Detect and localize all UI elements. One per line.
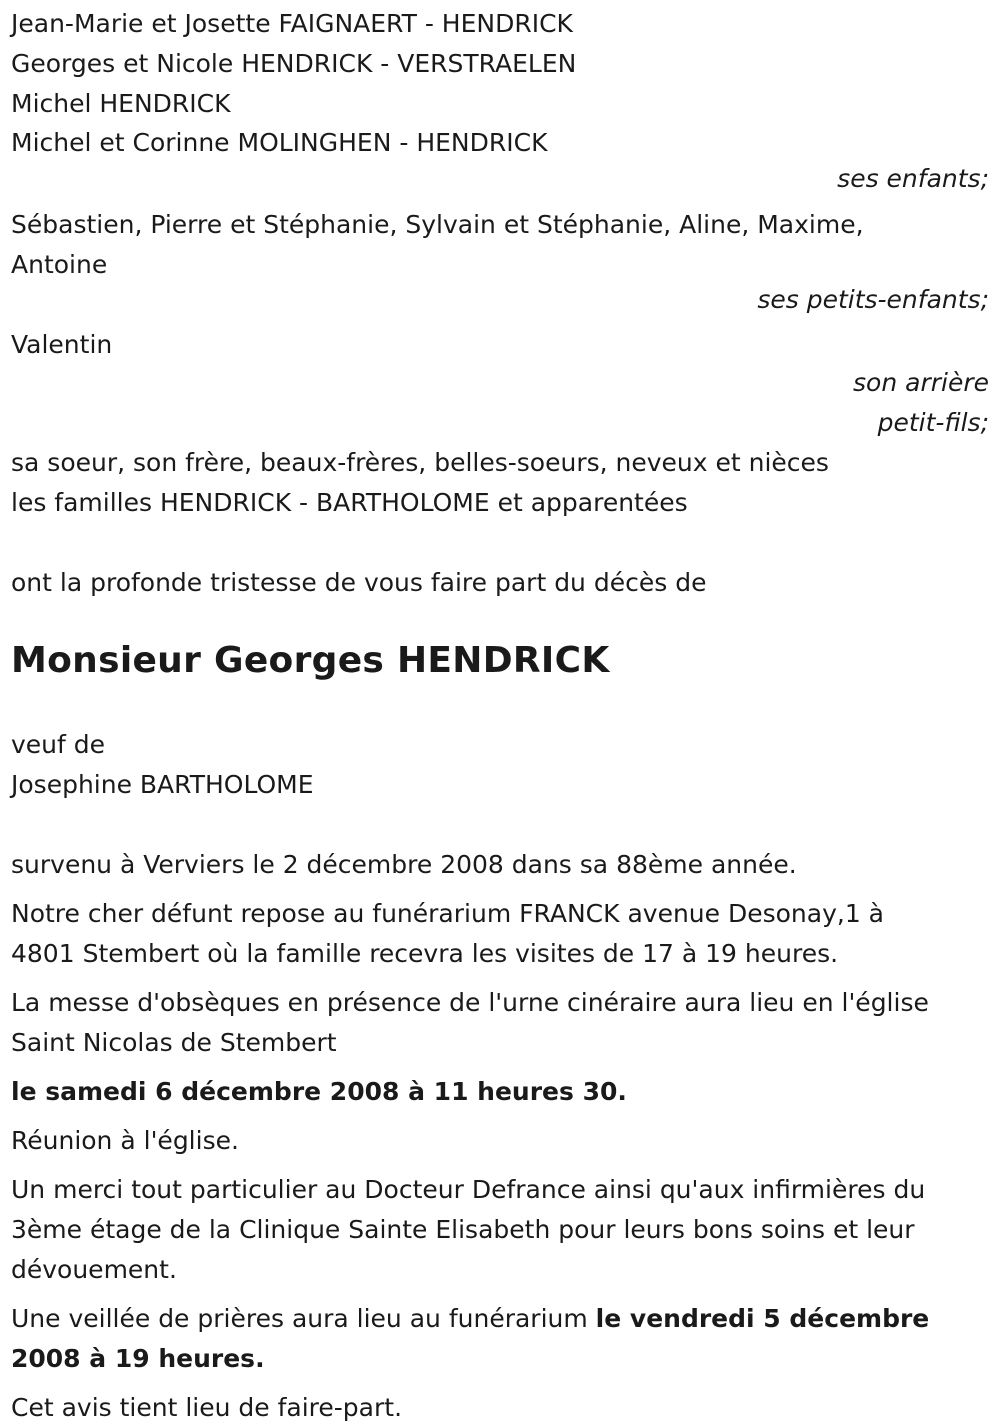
vigil-details (11, 1299, 981, 1379)
child-line: Georges et Nicole HENDRICK - VERSTRAELEN (11, 49, 577, 78)
children-list (11, 4, 991, 196)
child-line: Michel et Corinne MOLINGHEN - HENDRICK (11, 128, 548, 157)
widow-of-label: veuf de (11, 730, 106, 759)
meeting-details: Réunion à l'église. (11, 1126, 239, 1155)
grandchildren-names: Sébastien, Pierre et Stéphanie, Sylvain et Stéphanie, Aline, Maxime, Antoine (11, 210, 864, 279)
relatives-line-1: sa soeur, son frère, beaux-frères, belles-soeurs, neveux et nièces (11, 448, 829, 477)
spouse-name: Josephine BARTHOLOME (11, 770, 314, 799)
announcement: ont la profonde tristesse de vous faire part du décès de (11, 568, 707, 597)
vigil-text: Une veillée de prières aura lieu au funérarium (11, 1304, 596, 1333)
deceased-name: Monsieur Georges HENDRICK (11, 640, 610, 681)
child-line: Jean-Marie et Josette FAIGNAERT - HENDRICK (11, 9, 573, 38)
death-details: survenu à Verviers le 2 décembre 2008 dans sa 88ème année. (11, 850, 797, 879)
thanks-message: Un merci tout particulier au Docteur Defrance ainsi qu'aux infirmières du 3ème étage de la Clinique Sainte Elisabeth pour leurs bons soins et leur dévouement. (11, 1175, 926, 1284)
great-grandchild-label-1: son arrière (853, 368, 989, 397)
relatives-line-2: les familles HENDRICK - BARTHOLOME et apparentées (11, 488, 688, 517)
child-line: Michel HENDRICK (11, 89, 231, 118)
closing-note: Cet avis tient lieu de faire-part. (11, 1393, 403, 1422)
great-grandchild-name: Valentin (11, 330, 113, 359)
children-label: ses enfants; (837, 164, 989, 193)
rest-details: Notre cher défunt repose au funérarium FRANCK avenue Desonay,1 à 4801 Stembert où la famille recevra les visites de 17 à 19 heures. (11, 899, 884, 968)
vigil-date: le vendredi 5 décembre 2008 à 19 heures. (11, 1304, 930, 1373)
mass-details: La messe d'obsèques en présence de l'urne cinéraire aura lieu en l'église Saint Nicolas de Stembert (11, 988, 929, 1057)
mass-date: le samedi 6 décembre 2008 à 11 heures 30. (11, 1077, 627, 1106)
grandchildren-label: ses petits-enfants; (757, 285, 989, 314)
great-grandchild-label-2: petit-fils; (877, 408, 989, 437)
obituary-notice (11, 4, 991, 1428)
